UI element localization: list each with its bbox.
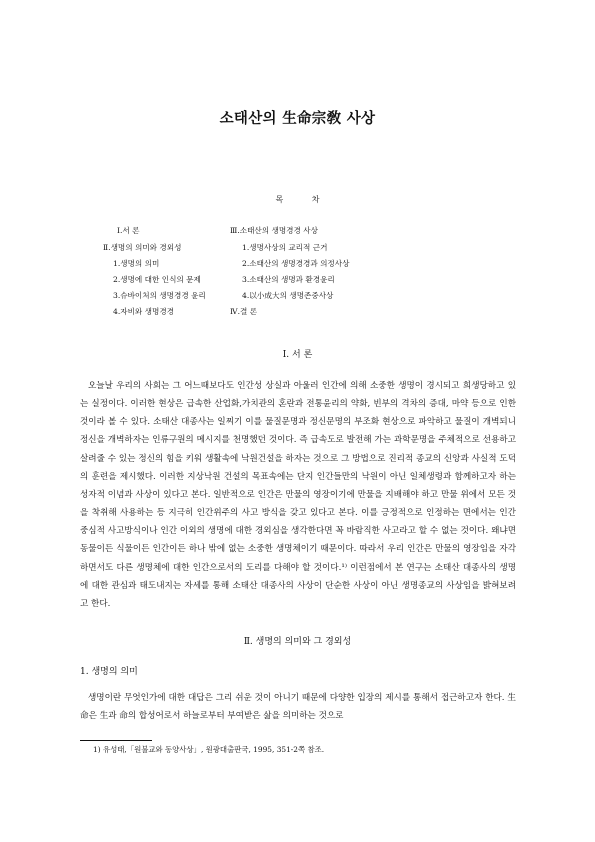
footnote-divider — [80, 740, 152, 741]
section-heading: Ⅱ. 생명의 의미와 그 경외성 — [243, 637, 352, 647]
toc-item: 4.以小成大의 생명존중사상 — [242, 291, 334, 300]
toc-item: Ⅳ.결 론 — [230, 307, 258, 316]
body-paragraph: 오늘날 우리의 사회는 그 어느때보다도 인간성 상실과 아울러 인간에 의해 소중한 생명이 경시되고 희생당하고 있는 실정이다. 이러한 현상은 급속한 산업화,가치관의 혼란과 전통윤리의 약화, 빈부의 격차의 증대, 마약 등으로 인한 것이라 볼 수 있다. 소태산 대종사는 일찌기 이를 물질문명과 정신문명의 부조화 현상으로 파악하고 물질이 개벽되니 정신을 개벽하자는 인류구원의 메시지를 천명했던 것이다. 즉 급속도로 발전해 가는 과학문명을 주체적으로 선용하고 살려줄 수 있는 정신의 힘을 키워 생활속에 낙원건설을 하자는 것으로 그 방법으로 진리적 종교의 신앙과 사실적 도덕의 훈련을 제시했다. 이러한 지상낙원 건설의 목표속에는 단지 인간들만의 낙원이 아닌 일체생령과 함께하고자 하는 성자적 이념과 사상이 있다고 본다. 일반적으로 인간은 만물의 영장이기에 만물을 지배해야 하고 만물 위에서 모든 것을 착취해 사용하는 등 지극히 인간위주의 사고 방식을 갖고 있다고 본다. 이를 긍정적으로 인정하는 면에서는 인간 중심적 사고방식이나 인간 이외의 생명에 대한 경외심을 생각한다면 꼭 바람직한 사고라고 할 수 없는 것이다. 왜냐면 동물이든 식물이든 인간이든 하나 밖에 없는 소중한 생명체이기 때문이다. 따라서 우리 인간은 만물의 영장임을 자각하면서도 다른 생명체에 대한 인간으로서의 도리를 다해야 할 것이다.¹⁾ 이런점에서 본 연구는 소태산 대종사의 생명에 대한 관심과 태도내지는 자세를 통해 소태산 대종사의 사상이 단순한 사상이 아닌 생명종교의 사상임을 밝혀보려고 한다. — [80, 381, 516, 609]
toc-item: 3.슈바이처의 생명경경 윤리 — [113, 291, 206, 300]
section-heading: Ⅰ. 서 론 — [282, 350, 313, 360]
footnote: 1) 유성태,「원불교와 동양사상」, 원광대출판국, 1995, 351-2쪽 참조. — [93, 745, 325, 754]
toc-item: Ⅱ.생명의 의미와 경외성 — [103, 243, 182, 252]
toc-item: 3.소태산의 생명과 환경윤리 — [242, 275, 335, 284]
body-paragraph: 생명이란 무엇인가에 대한 대답은 그리 쉬운 것이 아니기 때문에 다양한 입장의 제시를 통해서 접근하고자 한다. 生命은 生과 命의 합성어로서 하늘로부터 부여받은 삶을 의미하는 것으로 — [80, 693, 516, 722]
toc-item: 1.생명사상의 교리적 근거 — [242, 243, 328, 252]
sub-heading: 1. 생명의 의미 — [80, 667, 138, 677]
toc-item: 4.자비와 생명경경 — [113, 307, 175, 316]
toc-item: Ⅰ.서 론 — [117, 226, 140, 235]
toc-item: Ⅲ.소태산의 생명경경 사상 — [230, 226, 318, 235]
toc-item: 2.소태산의 생명경경과 의정사상 — [242, 259, 350, 268]
toc-item: 1.생명의 의미 — [113, 259, 160, 268]
toc-heading: 목 차 — [275, 195, 320, 204]
toc-item: 2.생명에 대한 인식의 문제 — [113, 275, 201, 284]
page-title: 소태산의 生命宗敎 사상 — [219, 110, 376, 127]
